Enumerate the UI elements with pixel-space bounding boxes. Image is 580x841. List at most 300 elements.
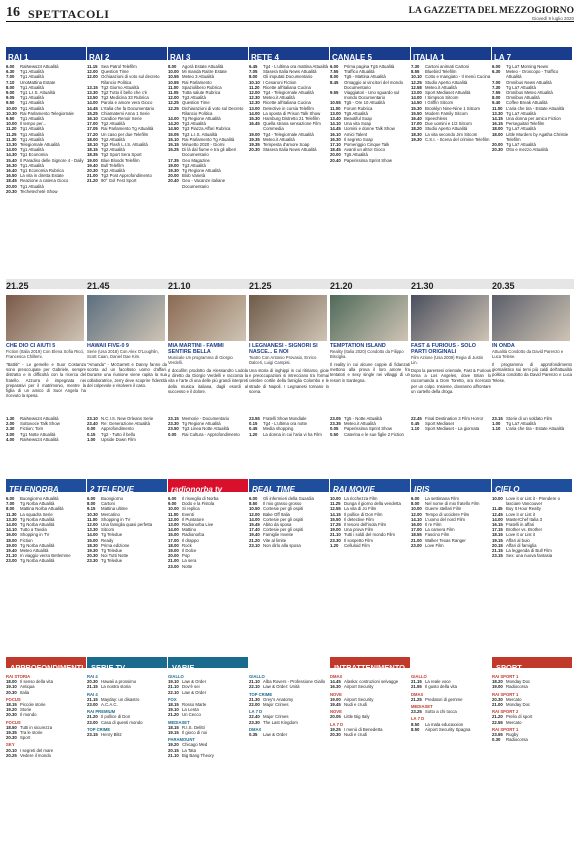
listing-time: 18.15 [6,702,17,708]
listing-time: 13.00 [168,522,179,528]
show-title: FAST & FURIOUS - SOLO PARTI ORIGINALI [411,343,476,355]
listing-time: 19.35 [249,136,260,142]
listing-title: Non dirlo alla sposa [263,542,301,548]
listing-time: 16.00 [411,522,422,528]
listing-time: 20.15 [168,747,179,753]
listing-time: 9.15 [87,506,96,512]
listing-row [411,709,491,714]
channel-header-4 [249,47,329,60]
listing-time: 18.00 [87,136,98,142]
listing-time: 19.30 [87,548,98,554]
listing-time: 23.15 [492,416,503,421]
listing-title: Tg2 Attualità [101,168,125,174]
listing-title: Tg3 Attualità [182,162,206,168]
prime-show [492,281,572,401]
channel-listings [330,496,410,652]
channel-group-label: GIALLO [411,674,427,679]
listing-title: Brooklyn Nine-Nine 1 Sitcom [425,105,480,111]
listing-title: Rosso Marte [182,702,207,708]
listing-time: 23.40 [87,421,98,427]
listing-time: 21.00 [492,702,503,708]
listing-time: 1.20 [249,431,258,437]
show-title: TEMPTATION ISLAND [330,343,386,349]
channel-name: REAL TIME [252,485,295,494]
listing-time: 19.00 [249,131,260,137]
listing-title: UnoMattina Estate [20,79,56,85]
listing-time: 15.25 [168,147,179,153]
listing-title: Italia [20,689,30,695]
listing-time: 12.00 [249,90,260,96]
listing-time: 20.30 [249,147,260,153]
listing-title: Bake Off Italia [263,511,290,517]
listing-time: 14.00 [168,116,179,122]
listing-title: Blob Varietà [182,173,206,179]
listing-title: Tg Regione Attualità [182,168,221,174]
listing-title: Ricette all'italiana Cucina [263,84,311,90]
listing-title: Il mio grasso grosso [263,501,302,507]
listing-time: 18.00 [6,679,17,685]
listing-time: 14.30 [6,152,17,158]
listing-row [87,558,167,563]
listing-title: Shopping in TV [20,532,50,538]
channel-listings [249,64,329,276]
listing-title: Love it or List it [506,532,535,538]
listing-time: 7.30 [492,84,501,90]
listing-title: Law & Order: Unità [263,684,300,690]
listing-title: Traffico Attualità [344,69,375,75]
listing-time: 14.00 [6,522,17,528]
show-description: "Battiti" - Le gemelle e Suor Costanza sono preoccupate per Gabriele, sempre distratto e in difficoltà con la ricerca del fratello. Azzurra è impegnata nei preparativi per il matrimonio, mentre la figlia di un amico di Suor Angela ha ricevuto la spesa. [6,362,86,399]
listing-title: Re: Generazione Attualità [101,421,150,427]
listing-title: Reazione a catena Gioco [20,178,69,184]
section-title: SERIE TV [91,663,126,672]
listing-title: Tg La7 Attualità [506,110,536,116]
listing-time: 18.00 [492,126,503,132]
listing-time: 8.00 [492,95,501,101]
listing-time: 23.55 [492,732,503,738]
section-header [168,657,248,672]
listing-time: 20.30 [87,679,98,685]
listing-time: 13.30 [87,90,98,96]
listing-time: 21.15 [87,696,98,702]
listing-time: 18.15 [492,532,503,538]
listing-title: Tg1 Attualità [20,131,44,137]
listing-time: 2.00 [6,421,15,427]
prime-show [168,281,248,401]
listing-time: 23.10 [249,542,260,548]
listing-title: La sposta di Prison Talk Show [263,110,321,116]
listing-time: 18.15 [168,724,179,730]
listing-time: 6.00 [87,496,96,501]
listing-title: Love it or List it [506,511,535,517]
prime-time: 21.30 [411,281,434,291]
listing-time: 11.00 [492,105,503,111]
listing-time: 20.30 [6,735,17,741]
late-listings-col [411,416,491,474]
listing-title: I Cesaroni Fiction [263,79,297,85]
listing-title: Ricette all'italiana Cucina [263,100,311,106]
listing-title: MasterChef Italia 3 [506,516,543,522]
listing-title: Forum Rubrica [344,105,373,111]
section-listings [330,672,410,836]
listing-title: I Griffin Sitcom [425,100,454,106]
listing-time: 6.00 [168,496,177,501]
listing-title: Geo - Vacanze italiane Documentario [182,178,226,189]
listing-title: Tg La7 Attualità [506,421,536,427]
listing-title: Una famiglia quasi perfetta [101,522,153,528]
listing-time: 19.00 [492,684,503,690]
listing-title: Alaska: costruzioni selvagge [344,679,399,685]
listing-title: Dunga il giorno della vendetta [344,501,401,507]
listing-time: 13.15 [87,84,98,90]
listing-title: Mattina ultime [101,506,128,512]
listing-title: Cartoni [101,501,115,507]
listing-time: 15.30 [249,116,260,122]
listing-time: 18.20 [492,679,503,685]
listing-time: 18.00 [6,537,17,543]
listing-title: Buongiorno Attualità [20,496,59,501]
listing-time: 6.45 [249,64,258,69]
listing-row [87,178,167,183]
channel-group-label: RAI 4 [87,691,98,697]
listing-title: Omnibus Attualità [506,95,540,101]
listing-title: Tg3 Attualità [182,95,206,101]
section-title: VARIE [172,663,195,672]
listing-time: 22.55 [492,719,503,725]
listing-time: 16.30 [330,136,341,142]
channel-name: CIELO [495,485,520,494]
listing-title: L'aria che tira - Estate Attualità [506,426,565,432]
listing-title: Il detective Film [344,516,374,522]
listing-title: Major Crimes [263,714,289,720]
late-listings-col [492,416,572,474]
section-listings [249,672,329,836]
listing-time: 18.55 [411,532,422,538]
listing-title: Tg1 Attualità [20,162,44,168]
listing-title: Tg2 Attualità [101,136,125,142]
listing-time: 10.00 [168,506,179,512]
channel-group-label: GIALLO [168,674,184,679]
listing-time: 8.00 [6,506,15,512]
section-title: APPROFONDIMENTI [10,663,84,672]
channel-group-label: TOP CRIME [87,726,111,732]
listing-time: 10.00 [330,496,341,501]
listing-time: 16.15 [492,121,503,127]
listing-title: Tg5 - Mattina Attualità [344,74,386,80]
listing-time: 17.20 [87,131,98,137]
channel-group-label: LA 7 D [249,709,263,715]
listing-time: 0.35 [249,732,258,738]
listing-title: Nudi e crudi [344,702,367,708]
listing-time: 6.30 [492,69,501,75]
listing-time: 16.30 [330,684,341,690]
channel-header-1 [6,47,86,60]
show-credits: Attualità Condotto da David Parenzo e Luca Telese. [492,349,564,359]
listing-title: RaiNews24 Attualità [20,64,59,69]
channel-name: LA 7 [494,53,512,62]
listing-title: Cortesie per gli ospiti [263,506,304,512]
listing-title: Tg1 Economia Rubrica [20,168,64,174]
listing-title: Vite al limite [263,537,287,543]
listing-title: Tg2 Flash L.I.S. Attualità [101,142,148,148]
listing-time: 10.00 [168,69,179,75]
local-channel-header [492,479,572,492]
section-header [492,657,572,672]
listing-time: 13.50 [87,95,98,101]
listing-title: Affari di famiglia [506,542,537,548]
listing-title: Abito da sposa [263,522,292,528]
listing-title: Meteo - Oroscopo - Traffico Attualità [506,69,559,80]
listing-title: Tg4 - Telegiornale Attualità [263,90,314,96]
listing-time: 19.45 [330,702,341,708]
listing-time: 20.30 [6,188,17,194]
listing-title: Tg5 Attualità [344,110,368,116]
listing-time: 15.45 [249,522,260,528]
listing-title: Guerre stellari Film [425,506,462,512]
listing-title: Omnibus News Attualità [506,79,552,85]
listing-time: 19.30 [168,168,179,174]
listing-row [330,714,410,719]
listing-time: 15.40 [6,157,17,163]
listing-title: Sex: una nuova fantasia [506,553,553,559]
listing-time: 1.10 [411,426,420,432]
channel-group-label: FOCUS [6,696,21,702]
listing-title: Ready [101,537,114,543]
section-listings [87,672,167,836]
late-listings-col [249,416,329,474]
listing-title: La vita di Jo Film [344,506,377,512]
listing-title: Monday Doc [506,702,531,708]
channel-listings [6,64,86,276]
listing-time: 14.45 [330,126,341,132]
listing-time: 14.50 [411,100,422,106]
listing-title: Tg Regione Attualità [182,116,221,122]
listing-title: Tg1 Attualità [20,69,44,75]
listing-time: 7.00 [6,74,15,80]
listing-title: Storie [20,707,32,713]
listing-time: 14.00 [249,110,260,116]
listing-time: 22.10 [249,684,260,690]
listing-row [6,712,86,717]
listing-time: 17.00 [168,537,179,543]
listing-title: Tg3 Attualità [182,121,206,127]
listing-row [492,496,572,506]
listing-time: 18.20 [411,126,422,132]
page-header [6,6,574,22]
listing-title: Cotto e mangiato - Il menù Cucina [425,74,491,80]
listing-time: 19.10 [168,707,179,713]
listing-title: Famiglie Inveite [263,532,294,538]
channel-listings [6,496,86,652]
prime-time: 21.20 [330,281,353,291]
listing-time: 14.15 [330,511,341,517]
listing-time: 19.40 [6,548,17,554]
listing-row [87,702,167,707]
listing-title: Paperissima Sprint Show [344,426,393,432]
listing-row [411,137,491,142]
listing-time: 11.15 [87,64,98,69]
listing-row [6,189,86,194]
issue-date: Giovedì 9 luglio 2020 [531,16,574,21]
listing-row [330,702,410,707]
listing-time: 11.25 [330,501,341,507]
show-credits: Film Azione (Usa 2009) Regia di Justin Lin. [411,355,484,365]
listing-time: 14.00 [87,532,98,538]
listing-title: Fiction [20,537,33,543]
listing-time: 23.00 [87,719,98,725]
listing-title: Radionorba Live [182,522,214,528]
listing-time: 14.00 [87,100,98,106]
listing-time: 18.00 [168,542,179,548]
listing-title: La mala educaxxion [425,721,464,727]
local-channel-header [330,479,410,492]
listing-title: Tutti in sicurezza [20,724,53,730]
listing-title: Tg1 Attualità [20,183,44,189]
listing-time: 14.00 [492,516,503,522]
listing-time: 3.00 [6,431,15,437]
listing-title: Quella strana sensazione Film Commedia [263,121,321,132]
listing-time: 18.50 [6,724,17,730]
show-title: IN ONDA [492,343,515,349]
show-photo [492,295,570,341]
listing-title: Tg1 Attualità [20,74,44,80]
listing-title: Tg5 - Ore 10 Attualità [344,100,385,106]
channel-group-label: PARAMOUNT [168,737,195,743]
section-listings [6,672,86,836]
listing-time: 16.15 [492,522,503,528]
listing-time: 16.00 [6,532,17,538]
listing-time: 6.00 [411,496,420,501]
listing-title: Meteo.it Attualità [263,136,295,142]
listing-time: 20.00 [6,183,17,189]
listing-title: La vita secondo Jim Sitcom [425,131,478,137]
listing-row [87,732,167,737]
listing-time: 6.00 [330,64,339,69]
prime-show [6,281,86,401]
listing-time: 23.00 [411,542,422,548]
listing-title: Bluebird Telefilm [425,69,457,75]
listing-time: 0.30 [492,737,501,743]
prime-time: 21.10 [168,281,191,291]
channel-group-label: TOP CRIME [249,691,273,697]
listing-time: 17.10 [330,142,341,148]
listing-title: Tg3 Linea Notte Attualità [182,426,230,432]
channel-listings [411,496,491,652]
listing-row [249,702,329,707]
listing-title: Law & Order [263,732,288,738]
channel-name: RAI 2 [89,53,110,62]
listing-time: 13.30 [492,110,503,116]
listing-row [87,684,167,689]
listing-title: Rai Parlamento Tg Attualità [182,136,235,142]
listing-title: Big Bang Theory [182,752,214,758]
listing-row [330,90,410,100]
channel-header-3 [168,47,248,60]
listing-time: 22.40 [249,714,260,720]
listing-time: 19.00 [168,162,179,168]
listing-time: 15.50 [330,516,341,522]
listing-time: 23.10 [87,416,98,421]
listing-time: 13.30 [6,142,17,148]
listing-time: 23.30 [249,719,260,725]
listing-row [168,178,248,188]
listing-row [249,684,329,689]
listing-title: Tempo di uccidere Film [425,511,470,517]
listing-time: 8.00 [411,501,420,507]
listing-title: La sera [182,558,197,564]
listing-title: Un caso per due Telefilm [101,131,149,137]
listing-title: Law & Order [182,679,207,685]
listing-title: Tg1 Attualità [20,147,44,153]
listing-title: Tg2 Medicina 33 Rubrica [101,95,149,101]
listing-time: 13.40 [330,116,341,122]
listing-time: 0.45 [249,426,258,432]
listing-time: 6.00 [249,496,258,501]
listing-time: 11.00 [330,105,341,111]
listing-time: 23.30 [87,558,98,564]
listing-title: Viaggiatori - Uno sguardo sul mondo Documentario [344,90,400,101]
listing-row [492,132,572,142]
listing-title: Tg Norba Attualità [20,558,55,564]
listing-time: 14.00 [6,147,17,153]
listing-title: Tutto a Tavola [20,527,47,533]
channel-header-2 [87,47,167,60]
listing-row [87,437,167,442]
prime-time: 21.25 [6,281,29,291]
listing-time: 12.25 [168,105,179,111]
listing-time: 14.00 [411,95,422,101]
listing-title: Fiction: Torn [20,426,44,432]
channel-header-6 [411,47,491,60]
listing-time: 17.05 [87,126,98,132]
listing-time: 20.30 [492,696,503,702]
listing-time: 7.00 [6,501,15,507]
listing-title: Studio Aperto Attualità [425,126,468,132]
listing-title: Il tesoro dell'isola Film [344,522,387,528]
section-title: SPETTACOLI [28,7,110,21]
listing-time: 21.20 [168,712,179,718]
listing-title: Il gusto della vita [425,684,458,690]
show-title: I LEGNANESI - SIGNORI SI NASCE... E NOI [249,343,318,355]
listing-time: 0.15 [87,431,96,437]
listing-time: 23.05 [330,416,341,421]
listing-title: Walker Texas Ranger [425,537,466,543]
channel-name: 2 TELEDUE [90,485,135,494]
listing-time: 16.40 [411,116,422,122]
listing-title: Stasera Italia News Attualità [263,69,317,75]
section-header [6,657,86,672]
listing-time: 21.20 [87,178,98,184]
show-description: Il programma di approfondimento giornalistico sui temi più caldi dell'attualità politica condotto da David Parenzo e Luca Telese. [492,362,572,383]
listing-time: 15.30 [411,105,422,111]
listing-title: Tg1 Attualità [20,95,44,101]
listing-title: Tg2 Sport Sera Sport [101,152,142,158]
listing-title: Mattino [182,527,197,533]
listing-title: Buongiorno [101,496,123,501]
channel-listings [87,496,167,652]
listing-title: Major Crimes [263,702,289,708]
listing-time: 11.00 [168,511,179,517]
listing-title: La leggenda di Bull Film [506,548,552,554]
listing-time: 21.10 [249,679,260,685]
listing-time: 12.58 [411,84,422,90]
section-header [411,657,491,668]
listing-title: Antiqua [20,684,35,690]
listing-title: La nostra storia [101,684,131,690]
listing-title: Nel nome di mio fratello Film [425,501,480,507]
listing-title: Mattina Norba Attualità [20,506,64,512]
listing-time: 19.10 [6,684,17,690]
